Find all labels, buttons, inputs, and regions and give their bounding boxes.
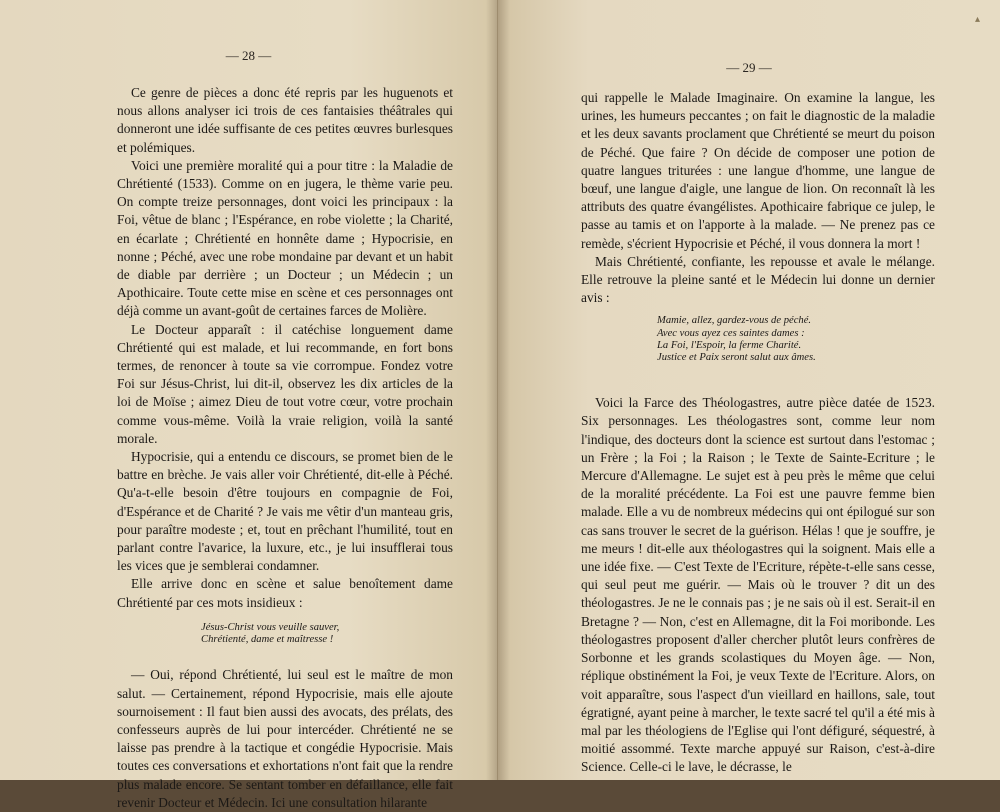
paragraph: Mais Chrétienté, confiante, les repousse et avale le mélange. Elle retrouve la pleine santé et le Médecin lui donne un dernier avis :	[581, 253, 935, 306]
book-gutter	[486, 0, 510, 780]
verse-line: Mamie, allez, gardez-vous de péché.	[657, 315, 812, 327]
verse-line: La Foi, l'Espoir, la ferme Charité.	[657, 339, 802, 351]
left-page-text	[117, 84, 453, 812]
corner-mark-icon: ▴	[974, 14, 980, 25]
paragraph: — Oui, répond Chrétienté, lui seul est le maître de mon salut. — Certainement, répond Hypocrisie, mais elle ajoute sournoisement : Il faut bien aussi des avocats, des prélats, des confesseurs auprès de lui pour intercéder. Chrétienté ne se laisse pas prendre à la tactique et congédie Hypocrisie. Mais toutes ces conversations et exhortations n'ont fait que la rendre plus malade encore. Se sentant tomber en défaillance, elle fait revenir Docteur et Médecin. Ici une consultation hilarante	[117, 667, 453, 810]
paragraph: Voici la Farce des Théologastres, autre pièce datée de 1523. Six personnages. Les théologastres sont, comme leur nom l'indique, des docteurs dont la science est surtout dans l'estomac ; un Frère ; la Foi ; la Raison ; le Texte de Sainte-Ecriture ; le Mercure d'Allemagne. Le sujet est à peu près le même que celui de la moralité précédente. La Foi est une pauvre femme bien malade. Elle a vu de nombreux médecins qui ont épilogué sur son cas sans trouver le secret de la guérison. Hélas ! que je souffre, je me meurs ! dit-elle aux théologastres qui la soignent. Mais elle a une idée fixe. — C'est Texte de l'Ecriture, répète-t-elle sans cesse, qui seul peut me guérir. — Mais où le trouver ? dit un des théologastres. Je ne le connais pas ; je ne sais où il est. Serait-il en Bretagne ? — Non, c'est en Allemagne, dit la Foi moribonde. Les théologastres proposent d'aller chercher plutôt leurs confrères de Sorbonne et les grands scolastiques du Moyen âge. — Non, réplique obstinément la Foi, je veux Texte de l'Ecriture. Alors, on voit apparaître, sous l'aspect d'un vieillard en haillons, sale, tout égratigné, ayant peine à marcher, le texte sacré tel qu'il a été mis à mal par les théologiens de l'Eglise qui l'ont défiguré, séquestré, à moitié assommé. Texte marche appuyé sur Raison, c'est-à-dire Science. Celle-ci le lave, le décrasse, le	[581, 395, 936, 775]
verse-line: Jésus-Christ vous veuille sauver,	[201, 621, 340, 633]
verse-line: Avec vous ayez ces saintes dames :	[657, 327, 805, 339]
left-page	[0, 0, 498, 810]
page-number-right: — 29 —	[726, 60, 772, 75]
verse-quote	[581, 315, 935, 364]
paragraph: Voici une première moralité qui a pour titre : la Maladie de Chrétienté (1533). Comme on en jugera, le thème varie peu. On compte treize personnages, dont voici les principaux : la Foi, vêtue de blanc ; l'Espérance, en robe violette ; la Charité, en écarlate ; Chrétienté en honnête dame ; Hypocrisie, en nonne ; Péché, avec une robe mondaine par devant et un habit de diable par derrière ; un Docteur ; un Médecin ; un Apothicaire. Toute cette mise en scène et ces personnages ont déjà comme un avant-goût de certaines farces de Molière.	[117, 157, 453, 319]
paragraph: Hypocrisie, qui a entendu ce discours, se promet bien de le battre en brèche. Je vais aller voir Chrétienté, dit-elle à Péché. Qu'a-t-elle besoin d'être toujours en compagnie de Foi, d'Espérance et de Charité ? Je vais me vêtir d'un manteau gris, pour paraître modeste ; et, tout en prêchant l'humilité, tout en parlant contre l'avarice, la luxure, etc., je lui insufflerai tous les vices que je semblerai condamner.	[117, 449, 453, 574]
verse-quote	[117, 622, 453, 646]
paragraph: qui rappelle le Malade Imaginaire. On examine la langue, les urines, les humeurs peccantes ; on fait le diagnostic de la maladie et les deux savants proclament que Chrétienté se meurt du poison de Péché. Que faire ? On décide de composer une potion de quatre langues triturées : une langue d'homme, une langue de bœuf, une langue d'aigle, une langue de lion. On reconnaît là les attributs des quatre évangélistes. Apothicaire fabrique ce julep, le passe au tamis et on l'apporte à la malade. — Ne prenez pas ce remède, s'écrient Hypocrisie et Péché, il vous donnera la mort !	[581, 90, 935, 251]
right-page	[498, 0, 1000, 780]
verse-line: Chrétienté, dame et maîtresse !	[201, 634, 334, 646]
verse-line: Justice et Paix seront salut aux âmes.	[657, 352, 816, 364]
paragraph: Le Docteur apparaît : il catéchise longuement dame Chrétienté qui est malade, et lui recommande, en fort bons termes, de renoncer à toute sa vie corrompue. Fondez votre Foi sur Jésus-Christ, lui dit-il, observez les dix articles de la loi de Moïse ; aimez Dieu de tout votre cœur, votre prochain comme vous-même. Voilà la vraie religion, voilà la santé morale.	[117, 321, 453, 446]
page-number-left: — 28 —	[225, 48, 272, 63]
paragraph: Elle arrive donc en scène et salue benoîtement dame Chrétienté par ces mots insidieux :	[117, 576, 453, 610]
right-page-text	[581, 89, 935, 777]
paragraph: Ce genre de pièces a donc été repris par les huguenots et nous allons analyser ici trois de ces fantaisies théâtrales qui donneront une idée suffisante de ces petites œuvres burlesques et polémiques.	[117, 85, 453, 155]
